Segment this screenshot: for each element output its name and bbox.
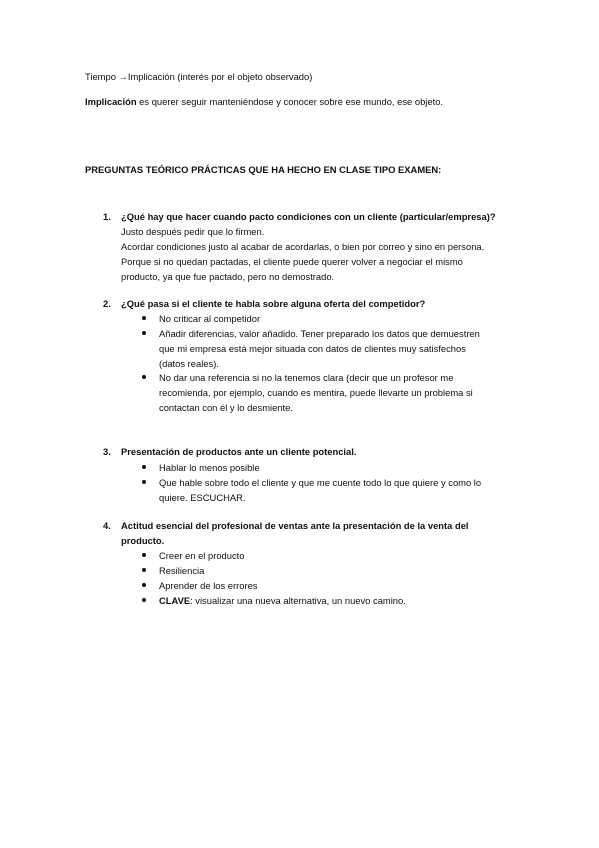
clave-text: : visualizar una nueva alternativa, un nuevo camino. [190,595,406,606]
section-title: PREGUNTAS TEÓRICO PRÁCTICAS QUE HA HECHO EN CLASE TIPO EXAMEN: [85,164,442,175]
bullet-text: que mi empresa está mejor situada con datos de clientes muy satisfechos [159,343,466,354]
answer-line: Porque si no quedan pactadas, el cliente puede querer volver a negociar el mismo [121,256,463,267]
bullet-icon [142,316,146,320]
bullet-icon [142,331,146,335]
bullet-text: recomienda, por ejemplo, cuando es mentira, puede llevarte un problema si [159,387,473,398]
bullet-text: Hablar lo menos posible [159,462,260,473]
clave-term: CLAVE [159,595,191,606]
question-title: Actitud esencial del profesional de ventas ante la presentación de la venta del [121,520,469,531]
intro-line-1: Tiempo →Implicación (interés por el objeto observado) [85,71,313,82]
bullet-icon [142,480,146,484]
bullet-text [159,593,406,608]
bullet-icon [142,553,146,557]
answer-line: producto, ya que fue pactado, pero no demostrado. [121,271,335,282]
bullet-text: quiere. ESCUCHAR. [159,492,246,503]
question-number: 3. [103,446,111,457]
bullet-icon [142,568,146,572]
bullet-icon [142,583,146,587]
bullet-text: (datos reales). [159,358,219,369]
bullet-text: No dar una referencia si no la tenemos clara (decir que un profesor me [159,372,454,383]
bullet-icon [142,465,146,469]
question-number: 4. [103,520,111,531]
answer-line: Justo después pedir que lo firmen. [121,226,265,237]
bullet-icon [142,375,146,379]
bullet-text: Creer en el producto [159,550,245,561]
bullet-text: Resiliencia [159,565,205,576]
bullet-text: Aprender de los errores [159,580,258,591]
bullet-text: Que hable sobre todo el cliente y que me cuente todo lo que quiere y como lo [159,477,482,488]
question-title: Presentación de productos ante un cliente potencial. [121,446,357,457]
answer-line: Acordar condiciones justo al acabar de acordarlas, o bien por correo y sino en persona. [121,241,485,252]
question-number: 2. [103,298,111,309]
bullet-text: contactan con él y lo desmiente. [159,402,293,413]
implicacion-definition: es querer seguir manteniéndose y conocer sobre ese mundo, ese objeto. [136,96,444,107]
question-number: 1. [103,211,111,222]
bullet-text: Añadir diferencias, valor añadido. Tener preparado los datos que demuestren [159,328,480,339]
bullet-icon [142,598,146,602]
bullet-text: No criticar al competidor [159,313,261,324]
question-title: ¿Qué hay que hacer cuando pacto condiciones con un cliente (particular/empresa)? [121,211,496,222]
implicacion-term: Implicación [85,96,137,107]
intro-line-2 [85,94,443,109]
question-title: ¿Qué pasa si el cliente te habla sobre alguna oferta del competidor? [121,298,426,309]
question-title: producto. [121,535,165,546]
